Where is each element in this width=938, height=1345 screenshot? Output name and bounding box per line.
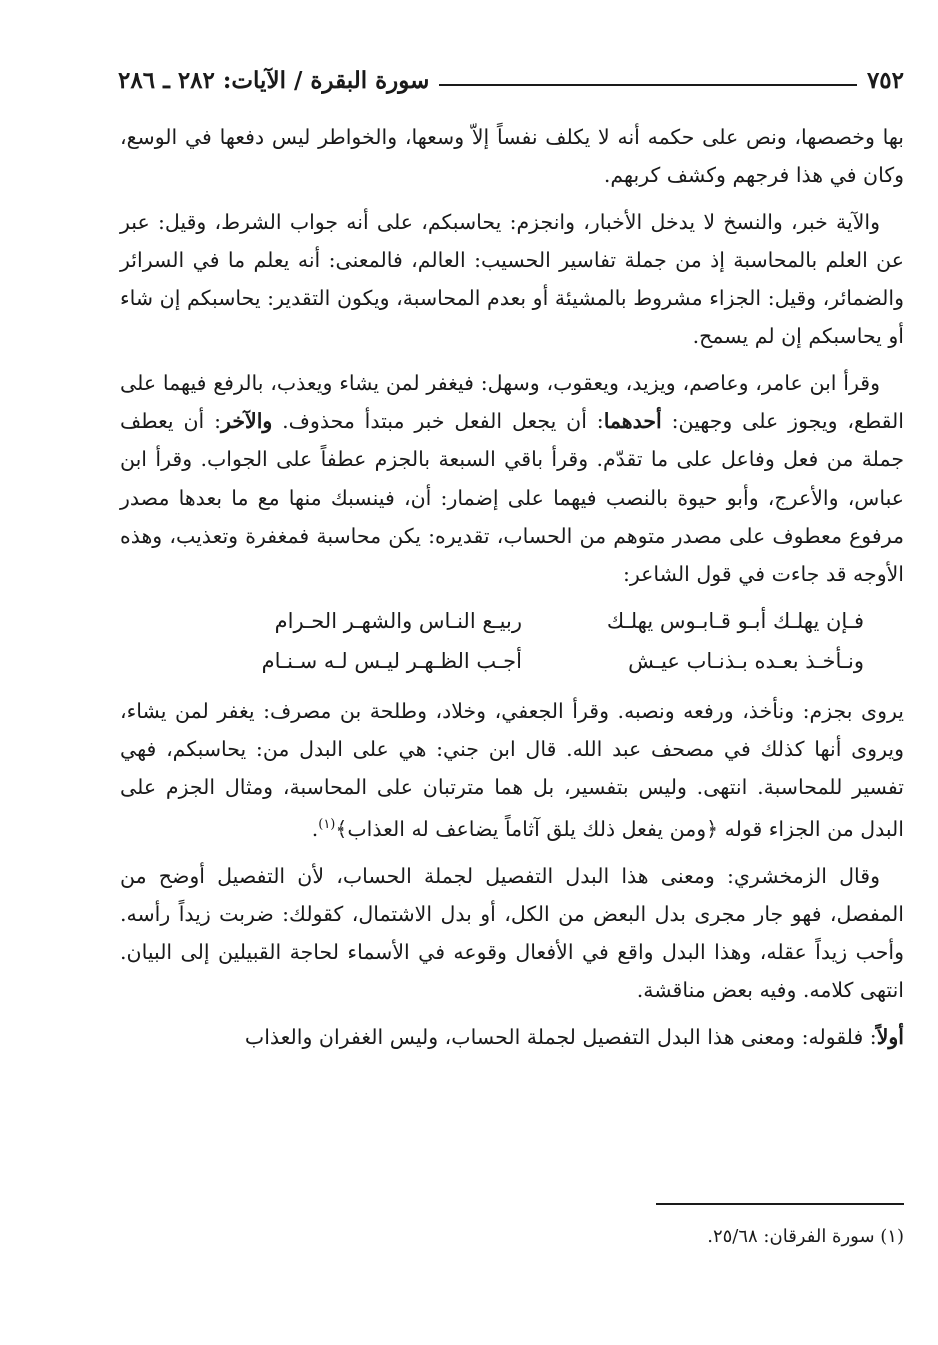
paragraph-4-end: . [311, 817, 319, 842]
verse-1 [120, 602, 904, 642]
paragraph-1: بها وخصصها، ونص على حكمه أنه لا يكلف نفساً إلاّ وسعها، والخواطر ليس دفعها في الوسع، وكان في هذا فرجهم وكشف كربهم. [120, 125, 904, 188]
verse-1-second-hemistich: ربيـع النـاس والشهـر الحـرام [274, 609, 522, 634]
paragraph-2: والآية خبر، والنسخ لا يدخل الأخبار، وانجزم: يحاسبكم، على أنه جواب الشرط، وقيل: عبر عن العلم بالمحاسبة إذ من جملة تفاسير الحسيب: العالم، فالمعنى: أنه يعلم ما في السرائر والضمائر، وقيل: الجزاء مشروط بالمشيئة أو بعدم المحاسبة، ويكون التقدير: يحاسبكم إن شاء أو يحاسبكم إن لم يسمح. [120, 209, 904, 349]
footnote-rule [656, 1203, 904, 1205]
paragraph-6 [120, 1018, 904, 1056]
header-title: سورة البقرة / الآيات: ٢٨٢ ـ ٢٨٦ [118, 67, 430, 94]
paragraph-3-part-d: : أن يعطف جملة من فعل وفاعل على ما تقدّم. وقرأ باقي السبعة بالجزم عطفاً على الجواب. وقرأ ابن عباس، والأعرج، وأبو حيوة بالنصب فيهما على إضمار: أن، فينسبك منها مع ما بعدها مصدر مرفوع معطوف على مصدر متوهم من الحساب، تقديره: يكن محاسبة فمغفرة وتعذيب، وهذه الأوجه قد جاءت في قول الشاعر: [120, 409, 905, 587]
verse-2-first-hemistich: ونـأخـذ بعـده بـذنـاب عيـش [628, 649, 864, 674]
verse-2 [120, 642, 904, 682]
main-text [120, 118, 904, 1064]
footnote-reference[interactable]: (١) [318, 817, 336, 833]
paragraph-3-part-a: وقرأ ابن عامر، وعاصم، ويزيد، ويعقوب، وسهل: فيغفر لمن يشاء ويعذب، بالرفع فيهما على القطع، ويجوز على وجهين: [120, 370, 904, 434]
paragraph-5: وقال الزمخشري: ومعنى هذا البدل التفصيل لجملة الحساب، لأن التفصيل أوضح من المفصل، فهو جار مجرى بدل البعض من الكل، أو بدل الاشتمال، كقولك: ضربت زيداً رأسه. وأحب زيداً عقله، وهذا البدل واقع في الأفعال وقوعه في الأسماء لحاجة القبيلين إلى البيان. انتهى كلامه. وفيه بعض مناقشة. [120, 863, 904, 1003]
verse-1-first-hemistich: فـإن يهلـك أبـو قـابـوس يهلـك [606, 609, 864, 634]
paragraph-6-text: : فلقوله: ومعنى هذا البدل التفصيل لجملة الحساب، وليس الغفران والعذاب [244, 1024, 877, 1049]
header-rule [439, 84, 857, 86]
running-header [118, 58, 904, 94]
paragraph-3 [120, 364, 904, 594]
footnote: (١) سورة الفرقان: ٢٥/٦٨. [707, 1226, 904, 1247]
paragraph-4-text: يروى بجزم: ونأخذ، ورفعه ونصبه. وقرأ الجعفي، وخلاد، وطلحة بن مصرف: يغفر لمن يشاء، ويروى أنها كذلك في مصحف عبد الله. قال ابن جني: هي على البدل من: يحاسبكم، فهي تفسير للمحاسبة. انتهى. وليس بتفسير، بل هما مترتبان على المحاسبة، ومثال الجزم على البدل من الجزاء قوله ﴿ومن يفعل ذلك يلق آثاماً يضاعف له العذاب﴾ [120, 698, 904, 842]
paragraph-4 [120, 692, 904, 849]
bold-term-first: أحدهما [603, 409, 662, 434]
page-number: ٧٥٢ [866, 67, 904, 94]
paragraph-3-part-c: : أن يجعل الفعل خبر مبتدأ محذوف. [272, 409, 604, 434]
bold-term-firstly: أولاً [876, 1024, 904, 1049]
poem-block [120, 602, 904, 682]
verse-2-second-hemistich: أجـب الظـهـر ليـس لـه سـنـام [261, 649, 522, 674]
bold-term-second: والآخر [221, 409, 273, 434]
